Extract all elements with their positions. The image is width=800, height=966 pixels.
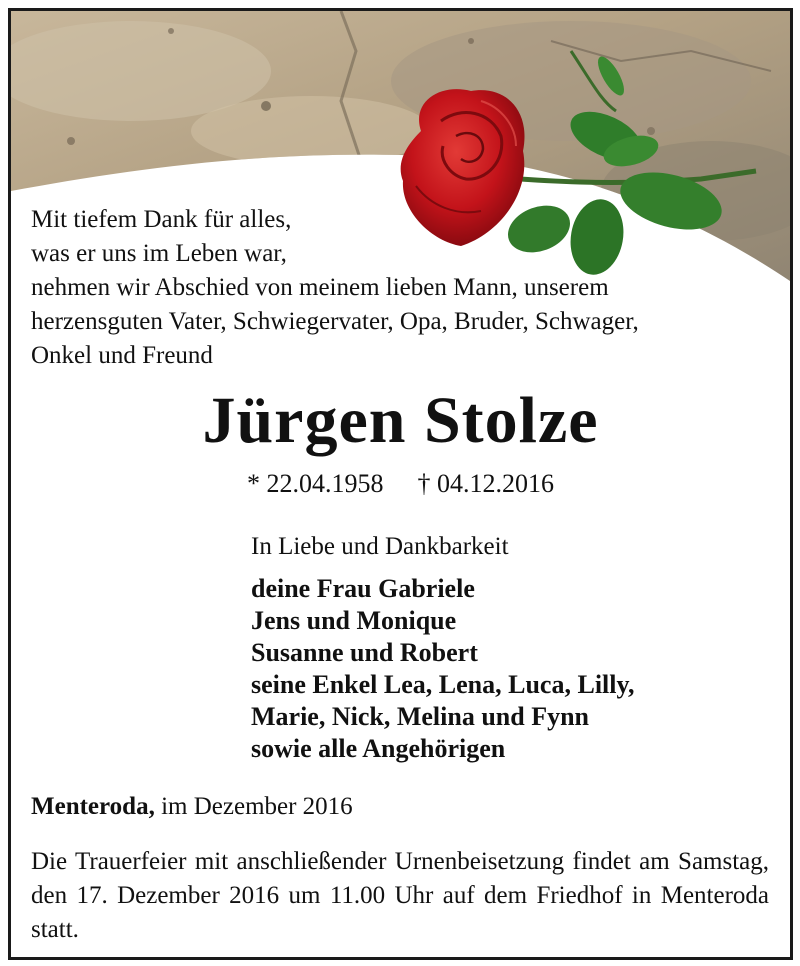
deceased-name: Jürgen Stolze	[202, 384, 599, 457]
notice-line: Die Trauerfeier mit anschließender Urnenbeisetzung findet am	[31, 848, 670, 875]
mourner-line: seine Enkel Lea, Lena, Luca, Lilly,	[251, 670, 635, 699]
grief-line: In Liebe und Dankbarkeit	[251, 533, 509, 560]
intro-line: Mit tiefem Dank für alles,	[31, 206, 292, 233]
notice-line: Samstag, den 17. Dezember 2016 um 11.00 Uhr auf dem Friedhof	[31, 848, 770, 909]
intro-line: was er uns im Leben war,	[31, 240, 287, 267]
place-date: im Dezember 2016	[154, 793, 353, 820]
place-date-line	[31, 793, 353, 821]
mourner-line: Susanne und Robert	[251, 638, 478, 667]
intro-text	[31, 203, 639, 373]
birth-date: * 22.04.1958	[247, 469, 384, 498]
death-date: † 04.12.2016	[417, 469, 554, 498]
funeral-notice	[31, 845, 769, 947]
notice-line: in Menteroda statt.	[31, 882, 770, 943]
mourner-line: Jens und Monique	[251, 606, 457, 635]
mourner-line: Marie, Nick, Melina und Fynn	[251, 702, 590, 731]
mourner-line: sowie alle Angehörigen	[251, 734, 506, 763]
place-town: Menteroda,	[31, 793, 155, 820]
mourner-line: deine Frau Gabriele	[251, 574, 475, 603]
mourners-list	[251, 573, 635, 765]
life-dates	[11, 469, 790, 499]
intro-line: herzensguten Vater, Schwiegervater, Opa, Bruder, Schwager,	[31, 308, 639, 335]
intro-line: nehmen wir Abschied von meinem lieben Mann, unserem	[31, 274, 609, 301]
intro-line: Onkel und Freund	[31, 342, 213, 369]
obituary-frame	[8, 8, 793, 960]
